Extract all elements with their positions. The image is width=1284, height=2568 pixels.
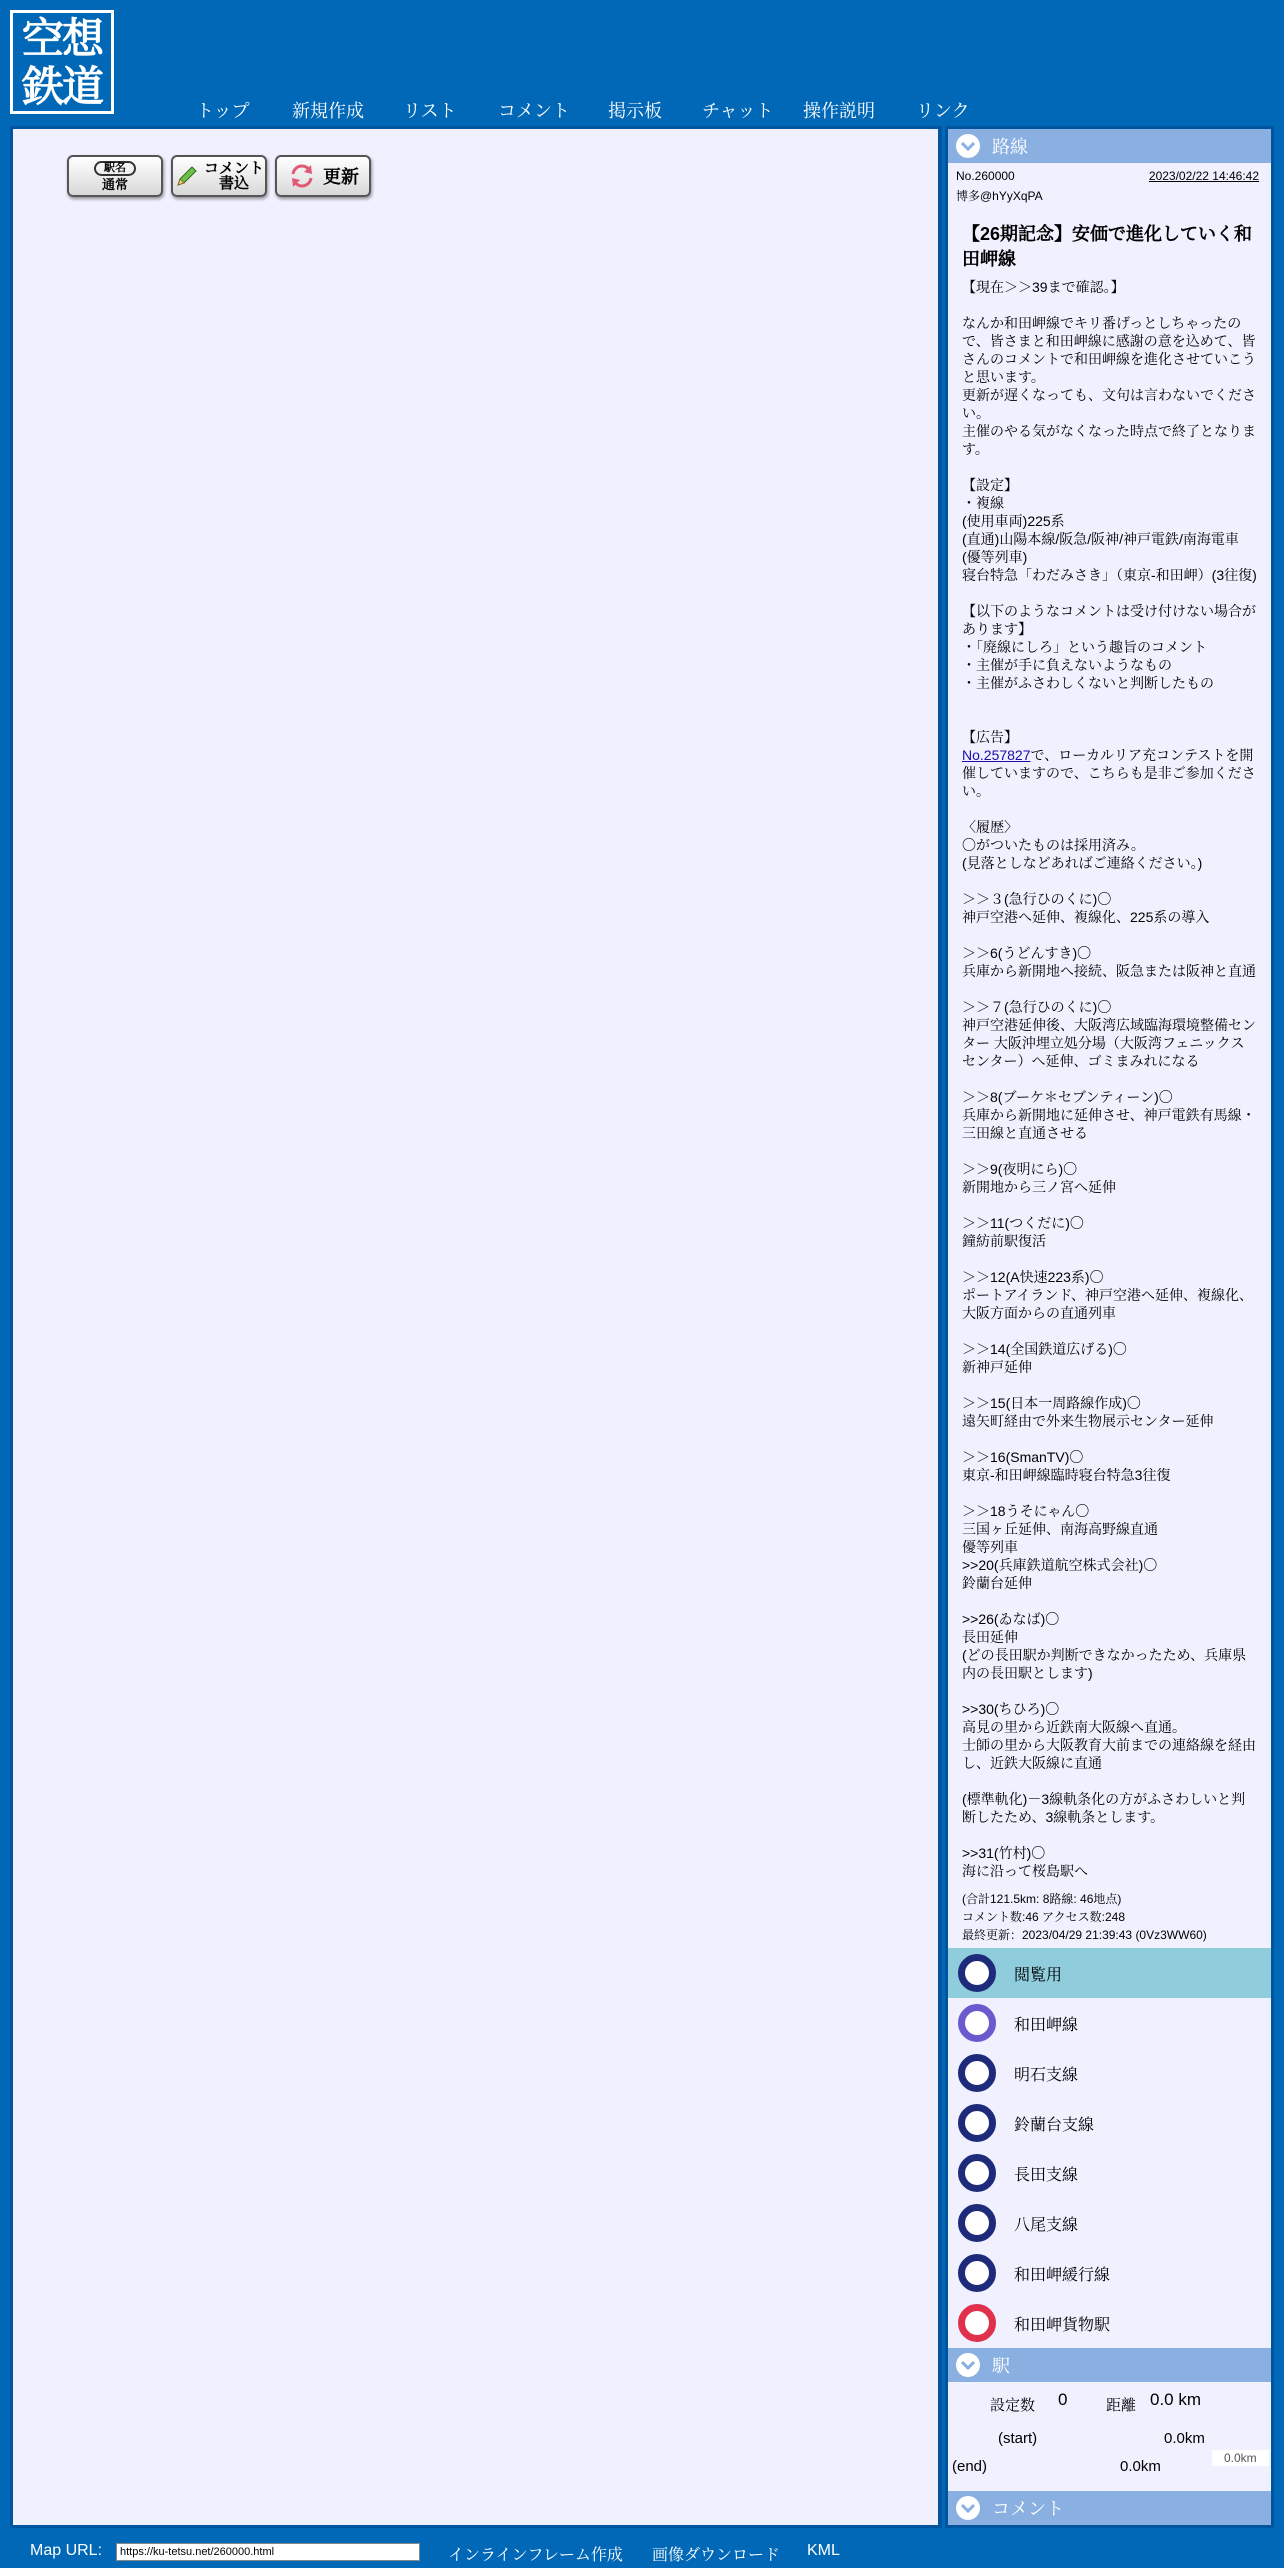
line-item[interactable] (948, 1998, 1271, 2048)
line-name: 鈴蘭台支線 (1014, 2116, 1095, 2134)
line-name: 和田岬線 (1014, 2016, 1079, 2034)
route-date: 2023/02/22 14:46:42 (1148, 169, 1259, 183)
station-name-pill: 駅名 (94, 161, 136, 176)
comment-section-header[interactable] (948, 2491, 1271, 2525)
chevron-down-icon (956, 134, 980, 158)
route-counts: コメント数:46 アクセス数:248 (962, 1910, 1126, 1924)
line-item[interactable] (948, 2048, 1271, 2098)
station-name-mode-button[interactable] (67, 155, 163, 197)
map-url-field[interactable] (116, 2543, 420, 2561)
site-header (0, 0, 1284, 120)
image-download-link[interactable]: 画像ダウンロード (652, 2547, 781, 2564)
station-count-value: 0 (1058, 2390, 1068, 2409)
route-info-panel (945, 126, 1274, 2528)
route-author: 博多@hYyXqPA (956, 189, 1043, 203)
line-name: 和田岬緩行線 (1014, 2266, 1111, 2284)
footer (0, 2538, 1284, 2568)
map-area[interactable] (10, 126, 942, 2528)
route-meta (948, 163, 1271, 183)
nav-comment[interactable]: コメント (498, 101, 570, 121)
map-url-label: Map URL: (30, 2542, 103, 2559)
inline-frame-link[interactable]: インラインフレーム作成 (448, 2547, 623, 2564)
route-last-updated: 最終更新：2023/04/29 21:39:43 (0Vz3WW60) (962, 1928, 1207, 1942)
comment-button-line1: コメント (203, 160, 264, 177)
start-label: (start) (998, 2430, 1038, 2447)
comment-button-line2: 書込 (218, 175, 249, 192)
contest-link[interactable]: No.257827 (962, 747, 1031, 763)
nav-help[interactable]: 操作説明 (803, 101, 875, 121)
line-color-icon (958, 2054, 996, 2092)
line-color-icon (958, 2154, 996, 2192)
nav-new[interactable]: 新規作成 (292, 101, 364, 121)
station-count-label: 設定数 (990, 2397, 1036, 2414)
chevron-down-icon (956, 2353, 980, 2377)
route-title: 【26期記念】安価で進化していく和田岬線 (962, 224, 1253, 269)
comment-section-title: コメント (992, 2499, 1064, 2519)
route-total: (合計121.5km: 8路線: 46地点) (962, 1892, 1122, 1906)
pencil-icon (174, 163, 200, 189)
line-name: 和田岬貨物駅 (1014, 2316, 1111, 2334)
distance-value: 0.0 km (1150, 2390, 1202, 2409)
description-before-link: 【現在＞＞39まで確認。】 なんか和田岬線でキリ番げっとしちゃったので、皆さまと和田岬線に感謝の意を込めて、皆さんのコメントで和田岬線を進化させていこうと思います。 更新が遅くなっても、文句は言わないでください。 主催のやる気がなくなった時点で終了となります。 【設定】 ・複線 (使用車両)225系 (直通)山陽本線/阪急/阪神/神戸電鉄/南海電車 (優等列車) 寝台特急「わだみさき」（東京-和田岬）(3往復) 【以下のようなコメントは受け付けない場合があります】 ・「廃線にしろ」という趣旨のコメント ・主催が手に負えないようなもの ・主催がふさわしくないと判断したもの 【広告】 (962, 279, 1257, 745)
kml-link[interactable]: KML (807, 2542, 840, 2559)
route-number: No.260000 (956, 169, 1015, 183)
station-section-title: 駅 (992, 2356, 1010, 2376)
refresh-label: 更新 (323, 167, 359, 187)
nav-chat[interactable]: チャット (702, 101, 774, 121)
logo-line1: 空想 (21, 14, 102, 63)
route-description (948, 272, 1271, 1880)
site-logo[interactable] (10, 10, 114, 114)
line-name: 閲覧用 (1014, 1966, 1063, 1984)
distance-label: 距離 (1106, 2397, 1137, 2414)
line-color-icon (958, 2254, 996, 2292)
line-color-icon (958, 2104, 996, 2142)
station-summary (948, 2382, 1271, 2492)
line-name: 八尾支線 (1014, 2216, 1079, 2234)
line-item[interactable] (948, 1948, 1271, 1998)
refresh-icon (287, 161, 317, 191)
nav-board[interactable]: 掲示板 (608, 101, 662, 121)
route-section-title: 路線 (992, 137, 1028, 157)
start-value: 0.0km (1164, 2430, 1205, 2447)
route-stats (948, 1880, 1271, 1944)
route-section-header[interactable] (948, 129, 1271, 163)
line-color-icon (958, 1954, 996, 1992)
line-item[interactable] (948, 2298, 1271, 2348)
line-item[interactable] (948, 2248, 1271, 2298)
station-mode-label: 通常 (101, 176, 128, 192)
line-name: 長田支線 (1014, 2166, 1079, 2184)
end-value: 0.0km (1120, 2458, 1161, 2475)
line-item[interactable] (948, 2148, 1271, 2198)
line-list (948, 1948, 1271, 2348)
nav-top[interactable]: トップ (196, 101, 250, 121)
line-color-icon (958, 2004, 996, 2042)
refresh-button[interactable] (275, 155, 371, 197)
line-item[interactable] (948, 2198, 1271, 2248)
line-color-icon (958, 2204, 996, 2242)
nav-list[interactable]: リスト (403, 101, 457, 121)
end-label: (end) (952, 2458, 988, 2475)
write-comment-button[interactable] (171, 155, 267, 197)
line-color-icon (958, 2304, 996, 2342)
logo-line2: 鉄道 (21, 62, 102, 111)
chevron-down-icon (956, 2496, 980, 2520)
station-section-header[interactable] (948, 2348, 1271, 2382)
line-item[interactable] (948, 2098, 1271, 2148)
description-after-link: で、ローカルリア充コンテストを開催していますので、こちらも是非ご参加ください。 〈履歴〉 〇がついたものは採用済み。 (見落としなどあればご連絡ください。) ＞＞３(急行ひのくに)〇 神戸空港へ延伸、複線化、225系の導入 ＞＞6(うどんすき)〇 兵庫から新開地へ接続、阪急または阪神と直通 ＞＞７(急行ひのくに)〇 神戸空港延伸後、大阪湾広域臨海環境整備センター 大阪沖埋立処分場（大阪湾フェニックス センター）へ延伸、ゴミまみれになる ＞＞8(ブーケ＊セブンティーン)〇 兵庫から新開地に延伸させ、神戸電鉄有馬線・三田線と直通させる ＞＞9(夜明にら)〇 新開地から三ノ宮へ延伸 ＞＞11(つくだに)〇 鐘紡前駅復活 ＞＞12(A快速223系)〇 ポートアイランド、神戸空港へ延伸、複線化、大阪方面からの直通列車 ＞＞14(全国鉄道広げる)〇 新神戸延伸 ＞＞15(日本一周路線作成)〇 遠矢町経由で外来生物展示センター延伸 ＞＞16(SmanTV)〇 東京-和田岬線臨時寝台特急3往復 ＞＞18うそにゃん〇 三国ヶ丘延伸、南海高野線直通 優等列車 >>20(兵庫鉄道航空株式会社)〇 鈴蘭台延伸 >>26(ゐなば)〇 長田延伸 (どの長田駅か判断できなかったため、兵庫県内の長田駅とします) >>30(ちひろ)〇 高見の里から近鉄南大阪線へ直通。 士師の里から大阪教育大前までの連絡線を経由し、近鉄大阪線に直通 (標準軌化)－3線軌条化の方がふさわしいと判断したため、3線軌条とします。 >>31(竹村)〇 海に沿って桜島駅へ (962, 747, 1256, 1879)
line-name: 明石支線 (1014, 2066, 1079, 2084)
side-distance-value: 0.0km (1212, 2450, 1269, 2466)
nav-links[interactable]: リンク (916, 101, 970, 121)
